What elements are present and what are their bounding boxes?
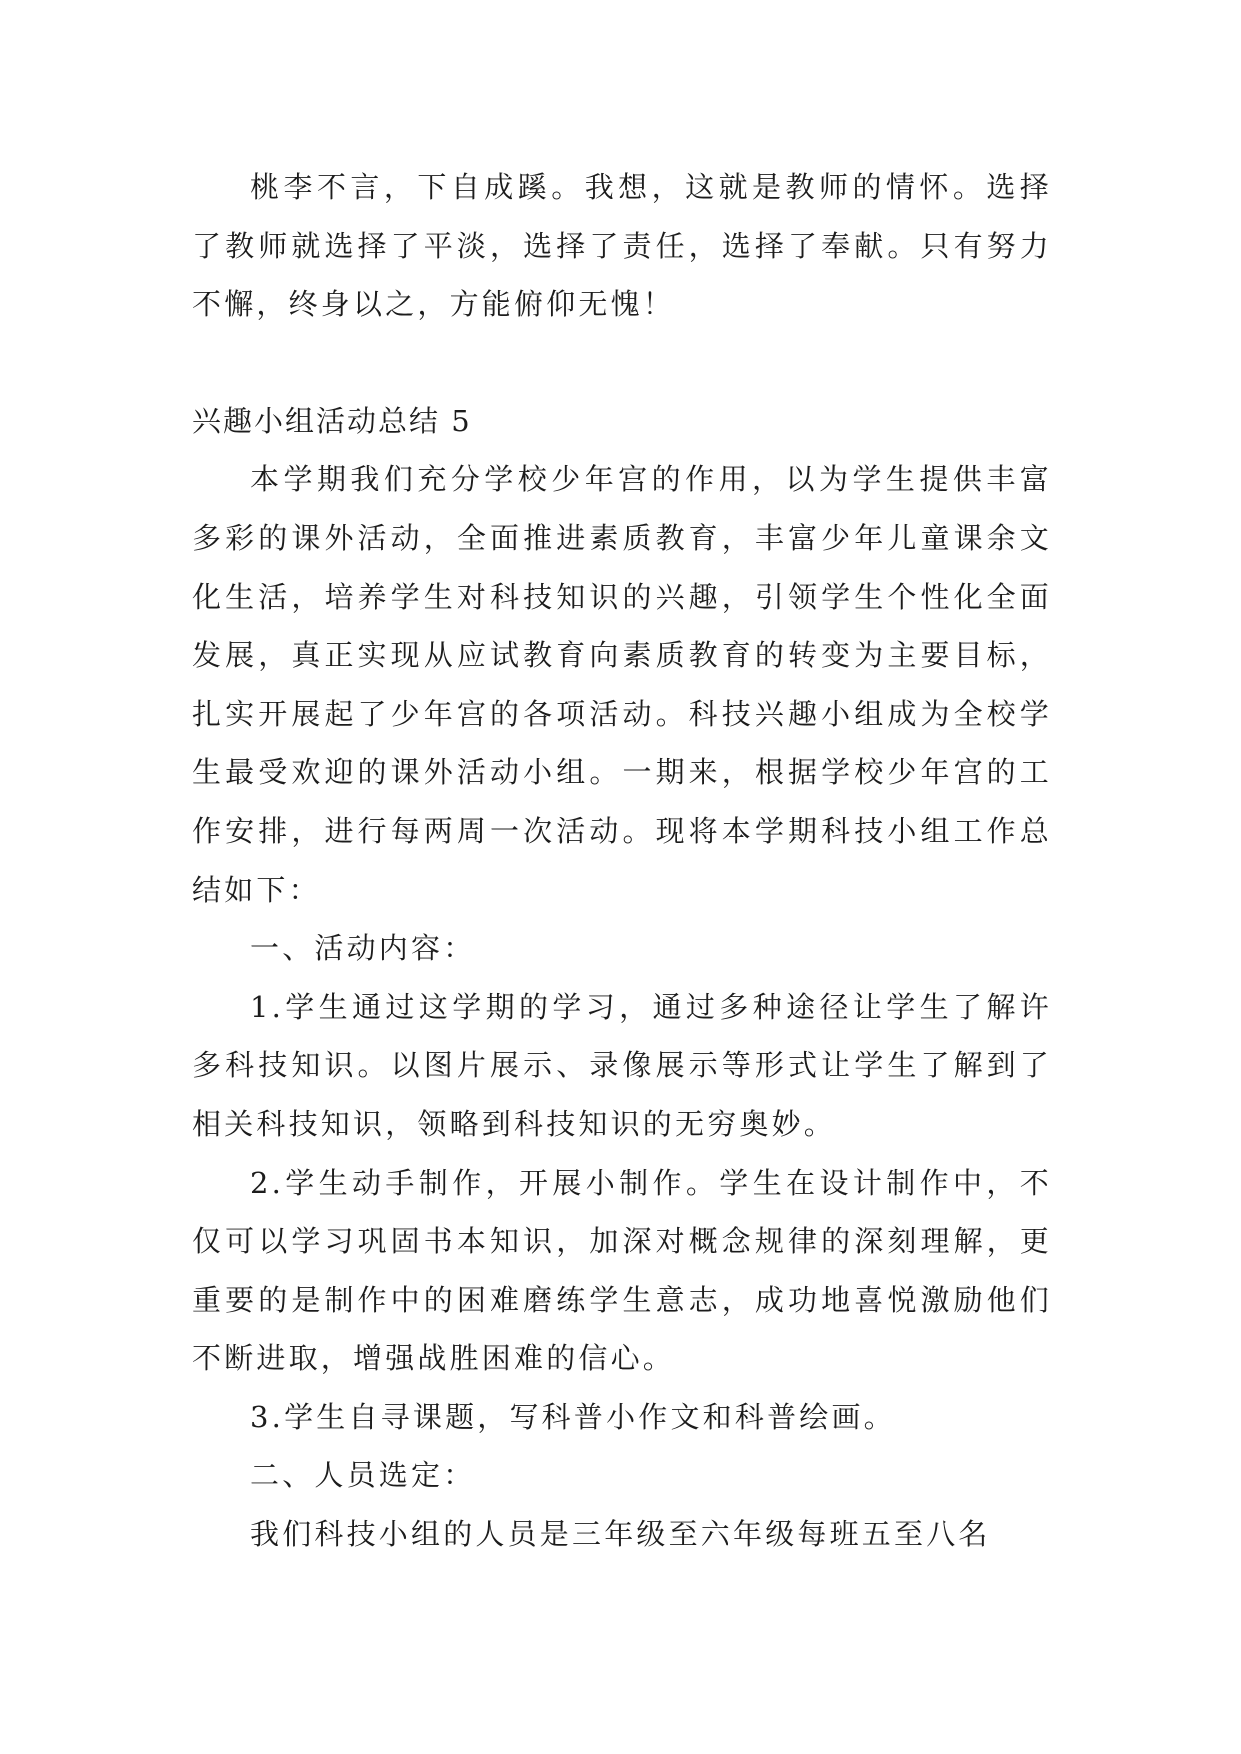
body-paragraph-staff: 我们科技小组的人员是三年级至六年级每班五至八名 xyxy=(250,1517,991,1552)
list-item-3: 3.学生自寻课题，写科普小作文和科普绘画。 xyxy=(250,1399,896,1434)
body-paragraph: 本学期我们充分学校少年宫的作用，以为学生提供丰富多彩的课外活动，全面推进素质教育，丰富少年儿童课余文化生活，培养学生对科技知识的兴趣，引领学生个性化全面发展，真正实现从应试教育向素质教育的转变为主要目标，扎实开展起了少年宫的各项活动。科技兴趣小组成为全校学生最受欢迎的课外活动小组。一期来，根据学校少年宫的工作安排，进行每两周一次活动。现将本学期科技小组工作总结如下： xyxy=(192,462,1052,907)
intro-paragraph: 桃李不言，下自成蹊。我想，这就是教师的情怀。选择了教师就选择了平淡，选择了责任，选择了奉献。只有努力不懈，终身以之，方能俯仰无愧！ xyxy=(192,170,1052,322)
list-item-1: 1.学生通过这学期的学习，通过多种途径让学生了解许多科技知识。以图片展示、录像展示等形式让学生了解到了相关科技知识，领略到科技知识的无穷奥妙。 xyxy=(192,989,1052,1141)
document-body xyxy=(192,158,1052,1564)
section-title: 兴趣小组活动总结 5 xyxy=(192,403,472,438)
subheading-staff-selection: 二、人员选定： xyxy=(250,1458,476,1493)
subheading-activity-content: 一、活动内容： xyxy=(250,931,476,966)
list-item-2: 2.学生动手制作，开展小制作。学生在设计制作中，不仅可以学习巩固书本知识，加深对概念规律的深刻理解，更重要的是制作中的困难磨练学生意志，成功地喜悦激励他们不断进取，增强战胜困难的信心。 xyxy=(192,1165,1052,1376)
paragraph-gap xyxy=(192,334,1052,392)
